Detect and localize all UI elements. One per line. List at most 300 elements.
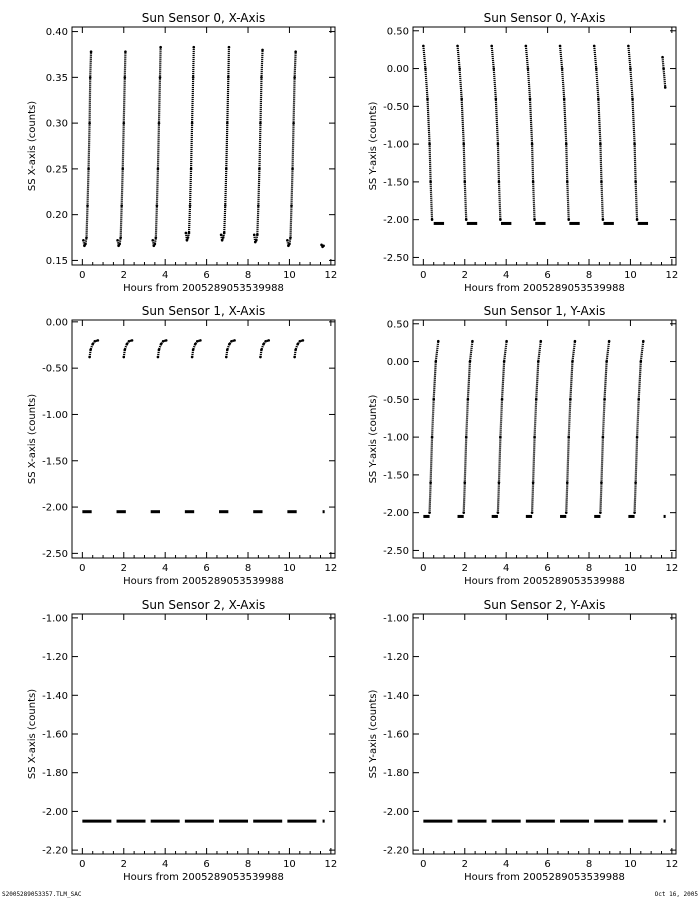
data-point bbox=[499, 218, 502, 221]
data-point bbox=[290, 204, 293, 207]
y-axis-label: SS Y-axis (counts) bbox=[368, 689, 379, 779]
data-point bbox=[294, 50, 297, 53]
data-point bbox=[159, 76, 162, 79]
y-axis-label: SS X-axis (counts) bbox=[27, 688, 38, 780]
data-point bbox=[642, 340, 645, 343]
x-tick-label: 0 bbox=[79, 270, 86, 281]
y-tick-label: 0.50 bbox=[386, 319, 409, 331]
data-point bbox=[467, 398, 470, 401]
y-tick-label: -1.60 bbox=[42, 729, 68, 741]
data-point bbox=[253, 233, 256, 236]
chart-title: Sun Sensor 0, Y-Axis bbox=[483, 11, 606, 25]
chart-title: Sun Sensor 0, X-Axis bbox=[141, 11, 266, 25]
data-point bbox=[131, 339, 134, 342]
x-axis-label: Hours from 2005289053539988 bbox=[464, 872, 625, 883]
y-tick-label: 0.00 bbox=[45, 317, 68, 329]
footer-filename: S2005289053357.TLM_SAC bbox=[2, 891, 82, 898]
data-point bbox=[122, 356, 125, 359]
y-tick-label: -0.50 bbox=[383, 394, 409, 406]
data-point bbox=[91, 343, 94, 346]
data-point bbox=[262, 343, 265, 346]
data-point bbox=[629, 67, 632, 70]
plot-frame bbox=[72, 614, 335, 854]
data-point bbox=[151, 239, 154, 242]
data-point bbox=[627, 45, 630, 48]
x-tick-label: 4 bbox=[162, 859, 169, 870]
y-tick-label: -1.50 bbox=[42, 456, 68, 468]
data-point bbox=[503, 360, 506, 363]
data-point bbox=[561, 67, 564, 70]
data-point bbox=[84, 243, 87, 246]
y-tick-label: -2.00 bbox=[42, 502, 68, 514]
data-point bbox=[158, 348, 161, 351]
data-point bbox=[82, 239, 85, 242]
data-point bbox=[471, 340, 474, 343]
data-point bbox=[463, 481, 466, 484]
data-point bbox=[157, 168, 160, 171]
x-tick-label: 6 bbox=[544, 270, 551, 281]
x-tick-label: 6 bbox=[203, 270, 210, 281]
data-point bbox=[191, 356, 194, 359]
data-point bbox=[288, 243, 291, 246]
x-tick-label: 2 bbox=[120, 859, 127, 870]
data-point bbox=[495, 97, 498, 100]
x-tick-label: 6 bbox=[203, 859, 210, 870]
data-point bbox=[462, 511, 465, 514]
y-tick-label: -2.50 bbox=[42, 548, 68, 560]
data-point bbox=[194, 343, 197, 346]
data-point bbox=[602, 436, 605, 439]
data-point bbox=[186, 239, 189, 242]
data-point bbox=[223, 232, 226, 235]
x-tick-label: 12 bbox=[665, 859, 679, 870]
data-point bbox=[322, 244, 325, 247]
y-tick-label: 0.15 bbox=[45, 255, 68, 267]
data-point bbox=[469, 360, 472, 363]
y-tick-label: 0.00 bbox=[386, 64, 409, 76]
data-point bbox=[230, 340, 233, 343]
x-tick-label: 10 bbox=[624, 563, 637, 574]
data-point bbox=[261, 49, 264, 52]
data-point bbox=[634, 181, 637, 184]
y-tick-label: -2.20 bbox=[42, 845, 68, 857]
data-point bbox=[260, 348, 263, 351]
data-series bbox=[422, 45, 666, 224]
y-tick-label: -1.80 bbox=[42, 768, 68, 780]
data-point bbox=[224, 204, 227, 207]
data-point bbox=[292, 122, 295, 125]
chart-panel bbox=[27, 304, 337, 587]
data-point bbox=[574, 340, 577, 343]
y-tick-label: 0.30 bbox=[45, 118, 68, 130]
x-tick-label: 2 bbox=[461, 563, 468, 574]
data-point bbox=[156, 204, 159, 207]
data-point bbox=[296, 343, 299, 346]
data-point bbox=[432, 398, 435, 401]
data-trace bbox=[221, 47, 229, 240]
data-point bbox=[608, 340, 611, 343]
data-trace bbox=[526, 46, 535, 220]
data-point bbox=[460, 97, 463, 100]
data-point bbox=[259, 122, 262, 125]
chart-panel bbox=[368, 598, 678, 883]
y-tick-label: -2.50 bbox=[383, 545, 409, 557]
data-point bbox=[537, 360, 540, 363]
data-point bbox=[293, 356, 296, 359]
data-point bbox=[291, 168, 294, 171]
data-point bbox=[428, 511, 431, 514]
data-trace bbox=[532, 341, 541, 513]
data-point bbox=[191, 122, 194, 125]
data-point bbox=[571, 360, 574, 363]
data-point bbox=[233, 339, 236, 342]
x-tick-label: 8 bbox=[585, 270, 593, 281]
data-trace bbox=[254, 50, 262, 242]
y-tick-label: -1.00 bbox=[383, 613, 409, 625]
data-point bbox=[293, 76, 296, 79]
data-trace bbox=[423, 46, 432, 220]
chart-title: Sun Sensor 1, X-Axis bbox=[141, 304, 266, 318]
data-point bbox=[196, 340, 199, 343]
chart-title: Sun Sensor 1, Y-Axis bbox=[483, 304, 606, 318]
data-point bbox=[187, 236, 190, 239]
chart-panel bbox=[368, 304, 678, 587]
x-tick-label: 2 bbox=[461, 859, 468, 870]
data-point bbox=[593, 45, 596, 48]
y-tick-label: -0.50 bbox=[383, 101, 409, 113]
data-point bbox=[662, 67, 665, 70]
x-tick-label: 6 bbox=[544, 859, 551, 870]
data-point bbox=[192, 348, 195, 351]
data-point bbox=[121, 168, 124, 171]
x-tick-label: 4 bbox=[503, 563, 510, 574]
data-point bbox=[490, 45, 493, 48]
y-axis-label: SS Y-axis (counts) bbox=[368, 101, 379, 191]
data-point bbox=[639, 360, 642, 363]
data-point bbox=[661, 56, 664, 59]
y-axis-label: SS X-axis (counts) bbox=[27, 100, 38, 192]
data-trace bbox=[186, 47, 194, 240]
y-tick-label: -2.00 bbox=[42, 806, 68, 818]
data-point bbox=[225, 356, 228, 359]
x-tick-label: 10 bbox=[624, 859, 637, 870]
data-point bbox=[158, 122, 161, 125]
data-point bbox=[88, 122, 91, 125]
data-point bbox=[533, 218, 536, 221]
data-point bbox=[600, 481, 603, 484]
data-series bbox=[82, 339, 324, 512]
data-point bbox=[566, 481, 569, 484]
data-point bbox=[226, 348, 229, 351]
data-point bbox=[190, 168, 193, 171]
chart-title: Sun Sensor 2, X-Axis bbox=[141, 598, 266, 612]
y-tick-label: 0.50 bbox=[386, 26, 409, 38]
data-point bbox=[498, 481, 501, 484]
data-point bbox=[222, 236, 225, 239]
data-point bbox=[531, 143, 534, 146]
data-point bbox=[289, 236, 292, 239]
data-point bbox=[465, 436, 468, 439]
data-point bbox=[631, 97, 634, 100]
data-point bbox=[634, 481, 637, 484]
data-point bbox=[192, 46, 195, 49]
data-point bbox=[532, 181, 535, 184]
y-tick-label: -1.20 bbox=[42, 652, 68, 664]
data-point bbox=[498, 181, 501, 184]
data-point bbox=[633, 143, 636, 146]
data-point bbox=[86, 204, 89, 207]
data-point bbox=[599, 143, 602, 146]
data-point bbox=[162, 340, 165, 343]
x-tick-label: 8 bbox=[244, 563, 252, 574]
data-point bbox=[256, 233, 259, 236]
data-point bbox=[226, 122, 229, 125]
y-tick-label: -2.00 bbox=[383, 508, 409, 520]
x-tick-label: 8 bbox=[244, 859, 252, 870]
x-tick-label: 12 bbox=[324, 563, 338, 574]
data-trace bbox=[464, 341, 473, 513]
data-point bbox=[492, 67, 495, 70]
data-point bbox=[600, 181, 603, 184]
data-point bbox=[160, 343, 163, 346]
chart-panel bbox=[27, 598, 337, 883]
y-tick-label: 0.35 bbox=[45, 72, 68, 84]
data-point bbox=[267, 339, 270, 342]
data-point bbox=[636, 218, 639, 221]
x-tick-label: 8 bbox=[585, 563, 593, 574]
y-tick-label: -2.00 bbox=[383, 806, 409, 818]
y-tick-label: -1.00 bbox=[42, 409, 68, 421]
data-trace bbox=[566, 341, 575, 513]
y-tick-label: -1.40 bbox=[42, 690, 68, 702]
data-trace bbox=[492, 46, 501, 220]
plot-frame bbox=[72, 320, 335, 558]
data-trace bbox=[594, 46, 603, 220]
y-tick-label: -1.00 bbox=[42, 613, 68, 625]
data-point bbox=[525, 45, 528, 48]
x-tick-label: 12 bbox=[665, 270, 679, 281]
data-point bbox=[497, 511, 500, 514]
x-tick-label: 10 bbox=[283, 563, 296, 574]
x-tick-label: 8 bbox=[585, 859, 593, 870]
data-point bbox=[422, 45, 425, 48]
data-point bbox=[597, 97, 600, 100]
data-point bbox=[255, 239, 258, 242]
data-point bbox=[264, 340, 267, 343]
data-point bbox=[434, 360, 437, 363]
x-tick-label: 2 bbox=[120, 270, 127, 281]
data-point bbox=[456, 45, 459, 48]
data-point bbox=[124, 50, 127, 53]
data-point bbox=[563, 97, 566, 100]
plot-frame bbox=[413, 27, 676, 265]
data-point bbox=[165, 339, 168, 342]
data-point bbox=[437, 340, 440, 343]
data-point bbox=[221, 239, 224, 242]
data-point bbox=[88, 356, 91, 359]
data-point bbox=[122, 122, 125, 125]
data-series bbox=[423, 340, 665, 517]
x-tick-label: 10 bbox=[624, 270, 637, 281]
data-point bbox=[124, 76, 127, 79]
x-tick-label: 4 bbox=[503, 270, 510, 281]
data-point bbox=[124, 348, 127, 351]
y-tick-label: -0.50 bbox=[42, 363, 68, 375]
data-point bbox=[499, 436, 502, 439]
data-point bbox=[93, 340, 96, 343]
data-point bbox=[535, 398, 538, 401]
data-trace bbox=[430, 341, 439, 513]
y-tick-label: -1.00 bbox=[383, 139, 409, 151]
data-point bbox=[257, 204, 260, 207]
y-tick-label: -1.50 bbox=[383, 177, 409, 189]
y-tick-label: -1.40 bbox=[383, 690, 409, 702]
data-point bbox=[429, 481, 432, 484]
data-point bbox=[199, 339, 202, 342]
data-point bbox=[89, 76, 92, 79]
data-trace bbox=[287, 52, 295, 246]
chart-panel bbox=[27, 11, 337, 294]
data-point bbox=[302, 339, 305, 342]
data-point bbox=[154, 243, 157, 246]
data-point bbox=[633, 511, 636, 514]
data-point bbox=[227, 76, 230, 79]
data-point bbox=[260, 76, 263, 79]
x-tick-label: 6 bbox=[203, 563, 210, 574]
data-point bbox=[116, 239, 119, 242]
x-tick-label: 6 bbox=[544, 563, 551, 574]
data-point bbox=[539, 340, 542, 343]
x-tick-label: 2 bbox=[461, 270, 468, 281]
data-point bbox=[605, 360, 608, 363]
data-point bbox=[90, 50, 93, 53]
x-tick-label: 0 bbox=[79, 859, 86, 870]
data-point bbox=[431, 436, 434, 439]
y-tick-label: -2.20 bbox=[383, 845, 409, 857]
data-point bbox=[595, 67, 598, 70]
data-point bbox=[188, 232, 191, 235]
data-point bbox=[220, 233, 223, 236]
data-point bbox=[87, 168, 90, 171]
y-tick-label: 0.25 bbox=[45, 164, 68, 176]
x-tick-label: 0 bbox=[420, 270, 427, 281]
data-point bbox=[97, 339, 100, 342]
y-tick-label: -2.50 bbox=[383, 252, 409, 264]
y-tick-label: -1.60 bbox=[383, 729, 409, 741]
x-axis-label: Hours from 2005289053539988 bbox=[464, 576, 625, 587]
data-point bbox=[225, 168, 228, 171]
footer-date: Oct 16, 2005 bbox=[654, 891, 698, 898]
data-point bbox=[185, 232, 188, 235]
data-trace bbox=[560, 46, 569, 220]
data-trace bbox=[663, 57, 666, 87]
data-point bbox=[286, 239, 289, 242]
data-point bbox=[228, 46, 231, 49]
chart-panel bbox=[368, 11, 678, 294]
data-point bbox=[566, 181, 569, 184]
x-tick-label: 12 bbox=[665, 563, 679, 574]
x-axis-label: Hours from 2005289053539988 bbox=[464, 283, 625, 294]
x-axis-label: Hours from 2005289053539988 bbox=[123, 576, 284, 587]
data-point bbox=[567, 218, 570, 221]
y-tick-label: -1.20 bbox=[383, 652, 409, 664]
data-trace bbox=[600, 341, 609, 513]
data-point bbox=[126, 343, 129, 346]
plot-frame bbox=[413, 614, 676, 854]
x-tick-label: 0 bbox=[420, 859, 427, 870]
y-tick-label: -1.00 bbox=[383, 432, 409, 444]
y-tick-label: -1.50 bbox=[383, 470, 409, 482]
data-point bbox=[565, 143, 568, 146]
data-trace bbox=[458, 46, 467, 220]
y-axis-label: SS Y-axis (counts) bbox=[368, 394, 379, 484]
data-point bbox=[527, 67, 530, 70]
data-point bbox=[529, 97, 532, 100]
data-trace bbox=[628, 46, 637, 220]
data-trace bbox=[118, 52, 126, 246]
data-point bbox=[603, 398, 606, 401]
x-tick-label: 0 bbox=[79, 563, 86, 574]
data-point bbox=[258, 168, 261, 171]
data-point bbox=[424, 67, 427, 70]
data-point bbox=[429, 181, 432, 184]
data-point bbox=[567, 436, 570, 439]
x-tick-label: 2 bbox=[120, 563, 127, 574]
y-axis-label: SS X-axis (counts) bbox=[27, 393, 38, 485]
data-point bbox=[189, 204, 192, 207]
data-point bbox=[128, 340, 131, 343]
y-tick-label: 0.00 bbox=[386, 357, 409, 369]
data-point bbox=[463, 181, 466, 184]
data-point bbox=[532, 481, 535, 484]
data-point bbox=[465, 218, 468, 221]
x-tick-label: 4 bbox=[162, 270, 169, 281]
data-point bbox=[462, 143, 465, 146]
data-point bbox=[501, 398, 504, 401]
chart-title: Sun Sensor 2, Y-Axis bbox=[483, 598, 606, 612]
data-point bbox=[120, 204, 123, 207]
x-tick-label: 10 bbox=[283, 859, 296, 870]
x-tick-label: 12 bbox=[324, 859, 338, 870]
x-tick-label: 0 bbox=[420, 563, 427, 574]
data-point bbox=[637, 398, 640, 401]
data-point bbox=[118, 243, 121, 246]
data-point bbox=[298, 340, 301, 343]
data-point bbox=[602, 218, 605, 221]
data-point bbox=[89, 348, 92, 351]
data-trace bbox=[635, 341, 644, 513]
data-point bbox=[192, 76, 195, 79]
data-series bbox=[82, 46, 325, 248]
data-point bbox=[157, 356, 160, 359]
x-axis-label: Hours from 2005289053539988 bbox=[123, 872, 284, 883]
data-trace bbox=[83, 52, 91, 246]
x-tick-label: 10 bbox=[283, 270, 296, 281]
data-point bbox=[155, 236, 158, 239]
y-tick-label: 0.40 bbox=[45, 27, 68, 39]
data-point bbox=[569, 398, 572, 401]
data-point bbox=[119, 236, 122, 239]
data-point bbox=[599, 511, 602, 514]
data-point bbox=[431, 218, 434, 221]
x-tick-label: 4 bbox=[162, 563, 169, 574]
x-axis-label: Hours from 2005289053539988 bbox=[123, 283, 284, 294]
data-point bbox=[497, 143, 500, 146]
data-point bbox=[426, 97, 429, 100]
y-tick-label: -1.80 bbox=[383, 768, 409, 780]
data-point bbox=[228, 343, 231, 346]
data-point bbox=[533, 436, 536, 439]
